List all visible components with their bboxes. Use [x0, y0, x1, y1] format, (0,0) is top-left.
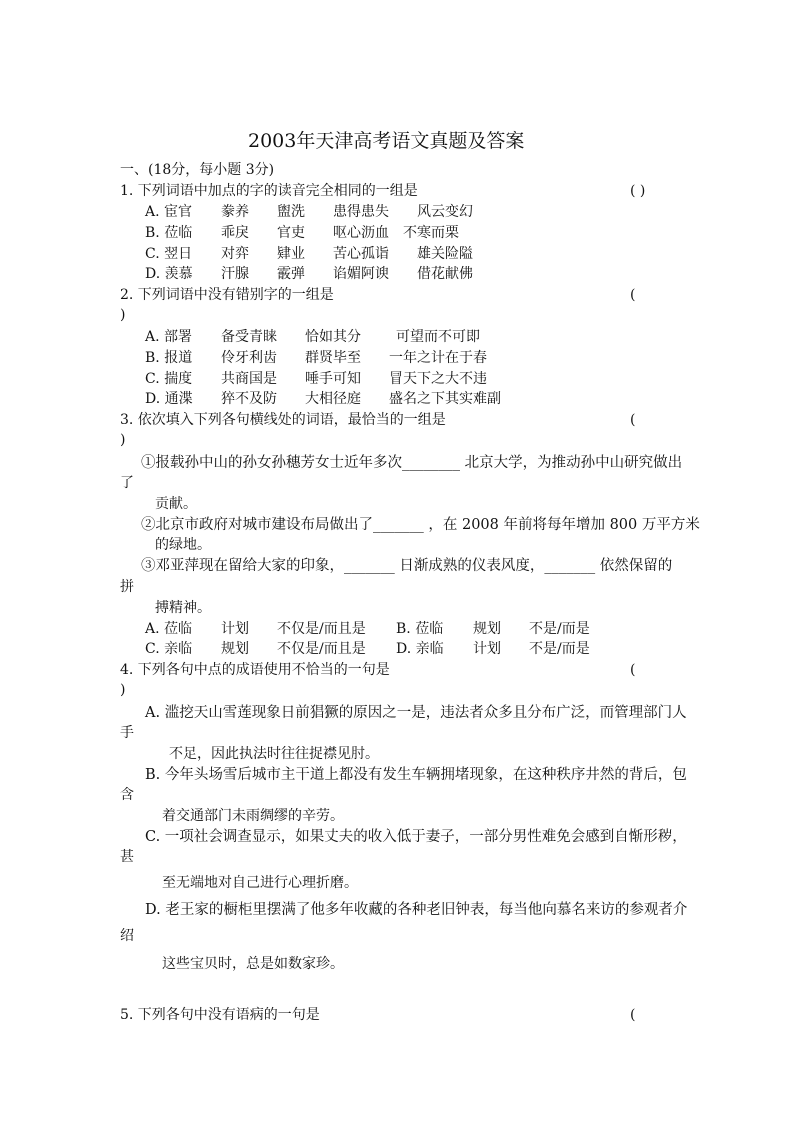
answer-paren: ( [630, 1007, 636, 1023]
option-word: 霰弹 [277, 266, 305, 282]
option-c-wrap: 甚 [120, 849, 134, 865]
option-word: 一年之计在于春 [389, 350, 487, 366]
option-label: D. 羡慕 [145, 266, 193, 282]
option-word: 规划 [221, 641, 249, 657]
option-label: B. 报道 [145, 350, 193, 366]
sentence-1: ①报载孙中山的孙女孙穗芳女士近年多次________ 北京大学，为推动孙中山研究做出 [141, 455, 683, 471]
option-c-text: C. 一项社会调查显示，如果丈夫的收入低于妻子，一部分男性难免会感到自惭形秽， [145, 829, 687, 845]
option-label: C. 揣度 [145, 371, 193, 387]
option-word: 不仅是/而且是 [277, 641, 366, 657]
option-word: 共商国是 [221, 371, 277, 387]
option-word: 对弈 [221, 246, 249, 262]
option-word: 备受青睐 [221, 329, 277, 345]
option-d-text: D. 老王家的橱柜里摆满了他多年收藏的各种老旧钟表，每当他向慕名来访的参观者介 [145, 902, 688, 918]
question-2-stem: 2. 下列词语中没有错别字的一组是 [120, 287, 334, 303]
document-title: 2003年天津高考语文真题及答案 [248, 130, 525, 152]
option-word: 不是/而是 [529, 621, 590, 637]
option-d-continuation: 这些宝贝时，总是如数家珍。 [162, 956, 344, 972]
sentence-2-continuation: 的绿地。 [155, 537, 211, 553]
option-word: 规划 [473, 621, 501, 637]
sentence-1-wrap: 了 [120, 475, 134, 491]
option-b-wrap: 含 [120, 787, 134, 803]
option-word: 雄关险隘 [417, 246, 473, 262]
sentence-3-continuation: 搏精神。 [155, 600, 211, 616]
option-word: 猝不及防 [221, 391, 277, 407]
option-word: 可望而不可即 [396, 329, 480, 345]
option-word: 计划 [221, 621, 249, 637]
option-word: 盛名之下其实难副 [389, 391, 501, 407]
option-word: 豢养 [221, 204, 249, 220]
option-word: 肄业 [277, 246, 305, 262]
option-word: 计划 [473, 641, 501, 657]
option-label: A. 莅临 [145, 621, 193, 637]
sentence-2: ②北京市政府对城市建设布局做出了_______ ，在 2008 年前将每年增加 800 万平方米 [141, 517, 700, 533]
option-word: 不寒而栗 [403, 225, 459, 241]
option-label: C. 亲临 [145, 641, 193, 657]
question-1-stem: 1. 下列词语中加点的字的读音完全相同的一组是 [120, 183, 418, 199]
question-4-stem: 4. 下列各句中点的成语使用不恰当的一句是 [120, 662, 390, 678]
option-b-continuation: 着交通部门未雨绸缪的辛劳。 [162, 808, 344, 824]
option-word: 风云变幻 [417, 204, 473, 220]
option-word: 谄媚阿谀 [333, 266, 389, 282]
option-word: 官吏 [277, 225, 305, 241]
answer-paren: ( [630, 662, 636, 678]
option-label: B. 莅临 [396, 621, 444, 637]
option-word: 恰如其分 [305, 329, 361, 345]
answer-paren: ( [630, 412, 636, 428]
sentence-3-wrap: 拼 [120, 579, 134, 595]
option-a-wrap: 手 [120, 725, 134, 741]
option-a-continuation: 不足，因此执法时往往捉襟见肘。 [169, 746, 379, 762]
option-label: D. 通渫 [145, 391, 193, 407]
answer-paren: ( ) [630, 183, 646, 199]
option-word: 患得患失 [333, 204, 389, 220]
option-word: 伶牙利齿 [221, 350, 277, 366]
answer-paren-close: ) [120, 307, 126, 323]
question-3-stem: 3. 依次填入下列各句横线处的词语，最恰当的一组是 [120, 412, 446, 428]
option-word: 冒天下之大不违 [389, 371, 487, 387]
option-word: 苦心孤诣 [333, 246, 389, 262]
option-word: 借花献佛 [417, 266, 473, 282]
option-d-wrap: 绍 [120, 928, 134, 944]
option-c-continuation: 至无端地对自己进行心理折磨。 [162, 875, 358, 891]
option-word: 群贤毕至 [305, 350, 361, 366]
question-5-stem: 5. 下列各句中没有语病的一句是 [120, 1007, 320, 1023]
sentence-1-continuation: 贡献。 [155, 496, 197, 512]
answer-paren: ( [630, 287, 636, 303]
option-label: C. 翌日 [145, 246, 193, 262]
option-word: 呕心沥血 [333, 225, 389, 241]
option-label: D. 亲临 [396, 641, 444, 657]
option-b-text: B. 今年头场雪后城市主干道上都没有发生车辆拥堵现象，在这种秩序井然的背后，包 [145, 767, 687, 783]
option-word: 不是/而是 [529, 641, 590, 657]
option-label: A. 宦官 [145, 204, 193, 220]
answer-paren-close: ) [120, 682, 126, 698]
section-heading: 一、(18分，每小题 3分) [120, 162, 275, 178]
option-label: B. 莅临 [145, 225, 193, 241]
option-word: 汗腺 [221, 266, 249, 282]
sentence-3: ③邓亚萍现在留给大家的印象，_______ 日渐成熟的仪表风度，_______ 依然保留的 [141, 558, 673, 574]
option-word: 唾手可知 [305, 371, 361, 387]
answer-paren-close: ) [120, 432, 126, 448]
option-word: 大相径庭 [305, 391, 361, 407]
option-word: 不仅是/而且是 [277, 621, 366, 637]
option-a-text: A. 滥挖天山雪莲现象日前猖獗的原因之一是，违法者众多且分布广泛，而管理部门人 [145, 705, 687, 721]
option-label: A. 部署 [145, 329, 193, 345]
option-word: 盥洗 [277, 204, 305, 220]
option-word: 乖戾 [221, 225, 249, 241]
